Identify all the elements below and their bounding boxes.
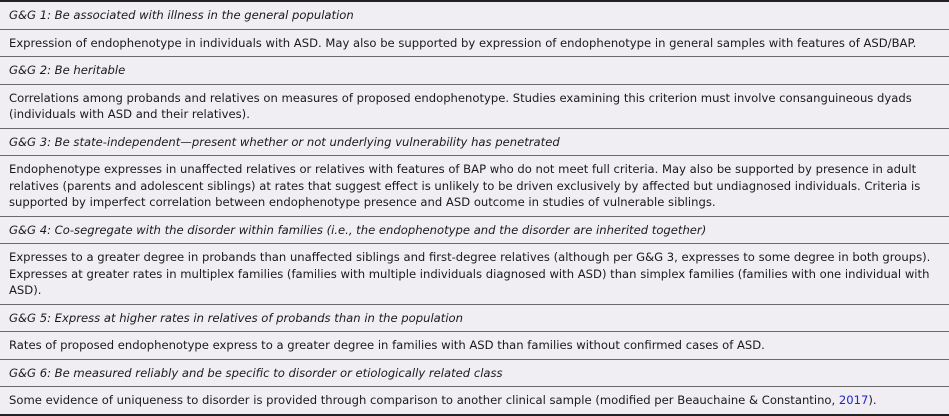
criterion-row	[0, 304, 949, 332]
description-row	[0, 84, 949, 128]
criterion-heading: G&G 1: Be associated with illness in the general population	[0, 1, 949, 29]
criterion-heading: G&G 3: Be state-independent—present whether or not underlying vulnerability has penetrated	[0, 128, 949, 156]
description-text: Some evidence of uniqueness to disorder is provided through comparison to another clinical sample (modified per Beauchaine & Constantino,	[9, 393, 839, 407]
criterion-description: Correlations among probands and relatives on measures of proposed endophenotype. Studies examining this criterion must involve consanguineous dyads (individuals with ASD and their relatives).	[0, 84, 949, 128]
criterion-description	[0, 387, 949, 415]
criterion-heading: G&G 4: Co-segregate with the disorder within families (i.e., the endophenotype and the disorder are inherited together)	[0, 216, 949, 244]
criterion-description: Expression of endophenotype in individuals with ASD. May also be supported by expression of endophenotype in general samples with features of ASD/BAP.	[0, 29, 949, 57]
description-end: ).	[868, 393, 877, 407]
criterion-heading: G&G 5: Express at higher rates in relatives of probands than in the population	[0, 304, 949, 332]
criterion-row	[0, 57, 949, 85]
description-row	[0, 244, 949, 305]
criterion-row	[0, 359, 949, 387]
criterion-description: Endophenotype expresses in unaffected relatives or relatives with features of BAP who do not meet full criteria. May also be supported by presence in adult relatives (parents and adolescent siblings) at rates that suggest effect is unlikely to be driven exclusively by affected but undiagnosed individuals. Criteria is supported by imperfect correlation between endophenotype presence and ASD outcome in studies of vulnerable siblings.	[0, 156, 949, 217]
criterion-description: Expresses to a greater degree in probands than unaffected siblings and first-degree relatives (although per G&G 3, expresses to some degree in both groups). Expresses at greater rates in multiplex families (families with multiple individuals diagnosed with ASD) than simplex families (families with one individual with ASD).	[0, 244, 949, 305]
criterion-description: Rates of proposed endophenotype express to a greater degree in families with ASD than families without confirmed cases of ASD.	[0, 332, 949, 360]
criterion-heading: G&G 2: Be heritable	[0, 57, 949, 85]
description-row	[0, 387, 949, 415]
criterion-row	[0, 1, 949, 29]
description-row	[0, 29, 949, 57]
citation-link[interactable]: 2017	[838, 393, 869, 407]
criterion-heading: G&G 6: Be measured reliably and be specific to disorder or etiologically related class	[0, 359, 949, 387]
criterion-row	[0, 128, 949, 156]
description-row	[0, 156, 949, 217]
description-row	[0, 332, 949, 360]
criterion-row	[0, 216, 949, 244]
